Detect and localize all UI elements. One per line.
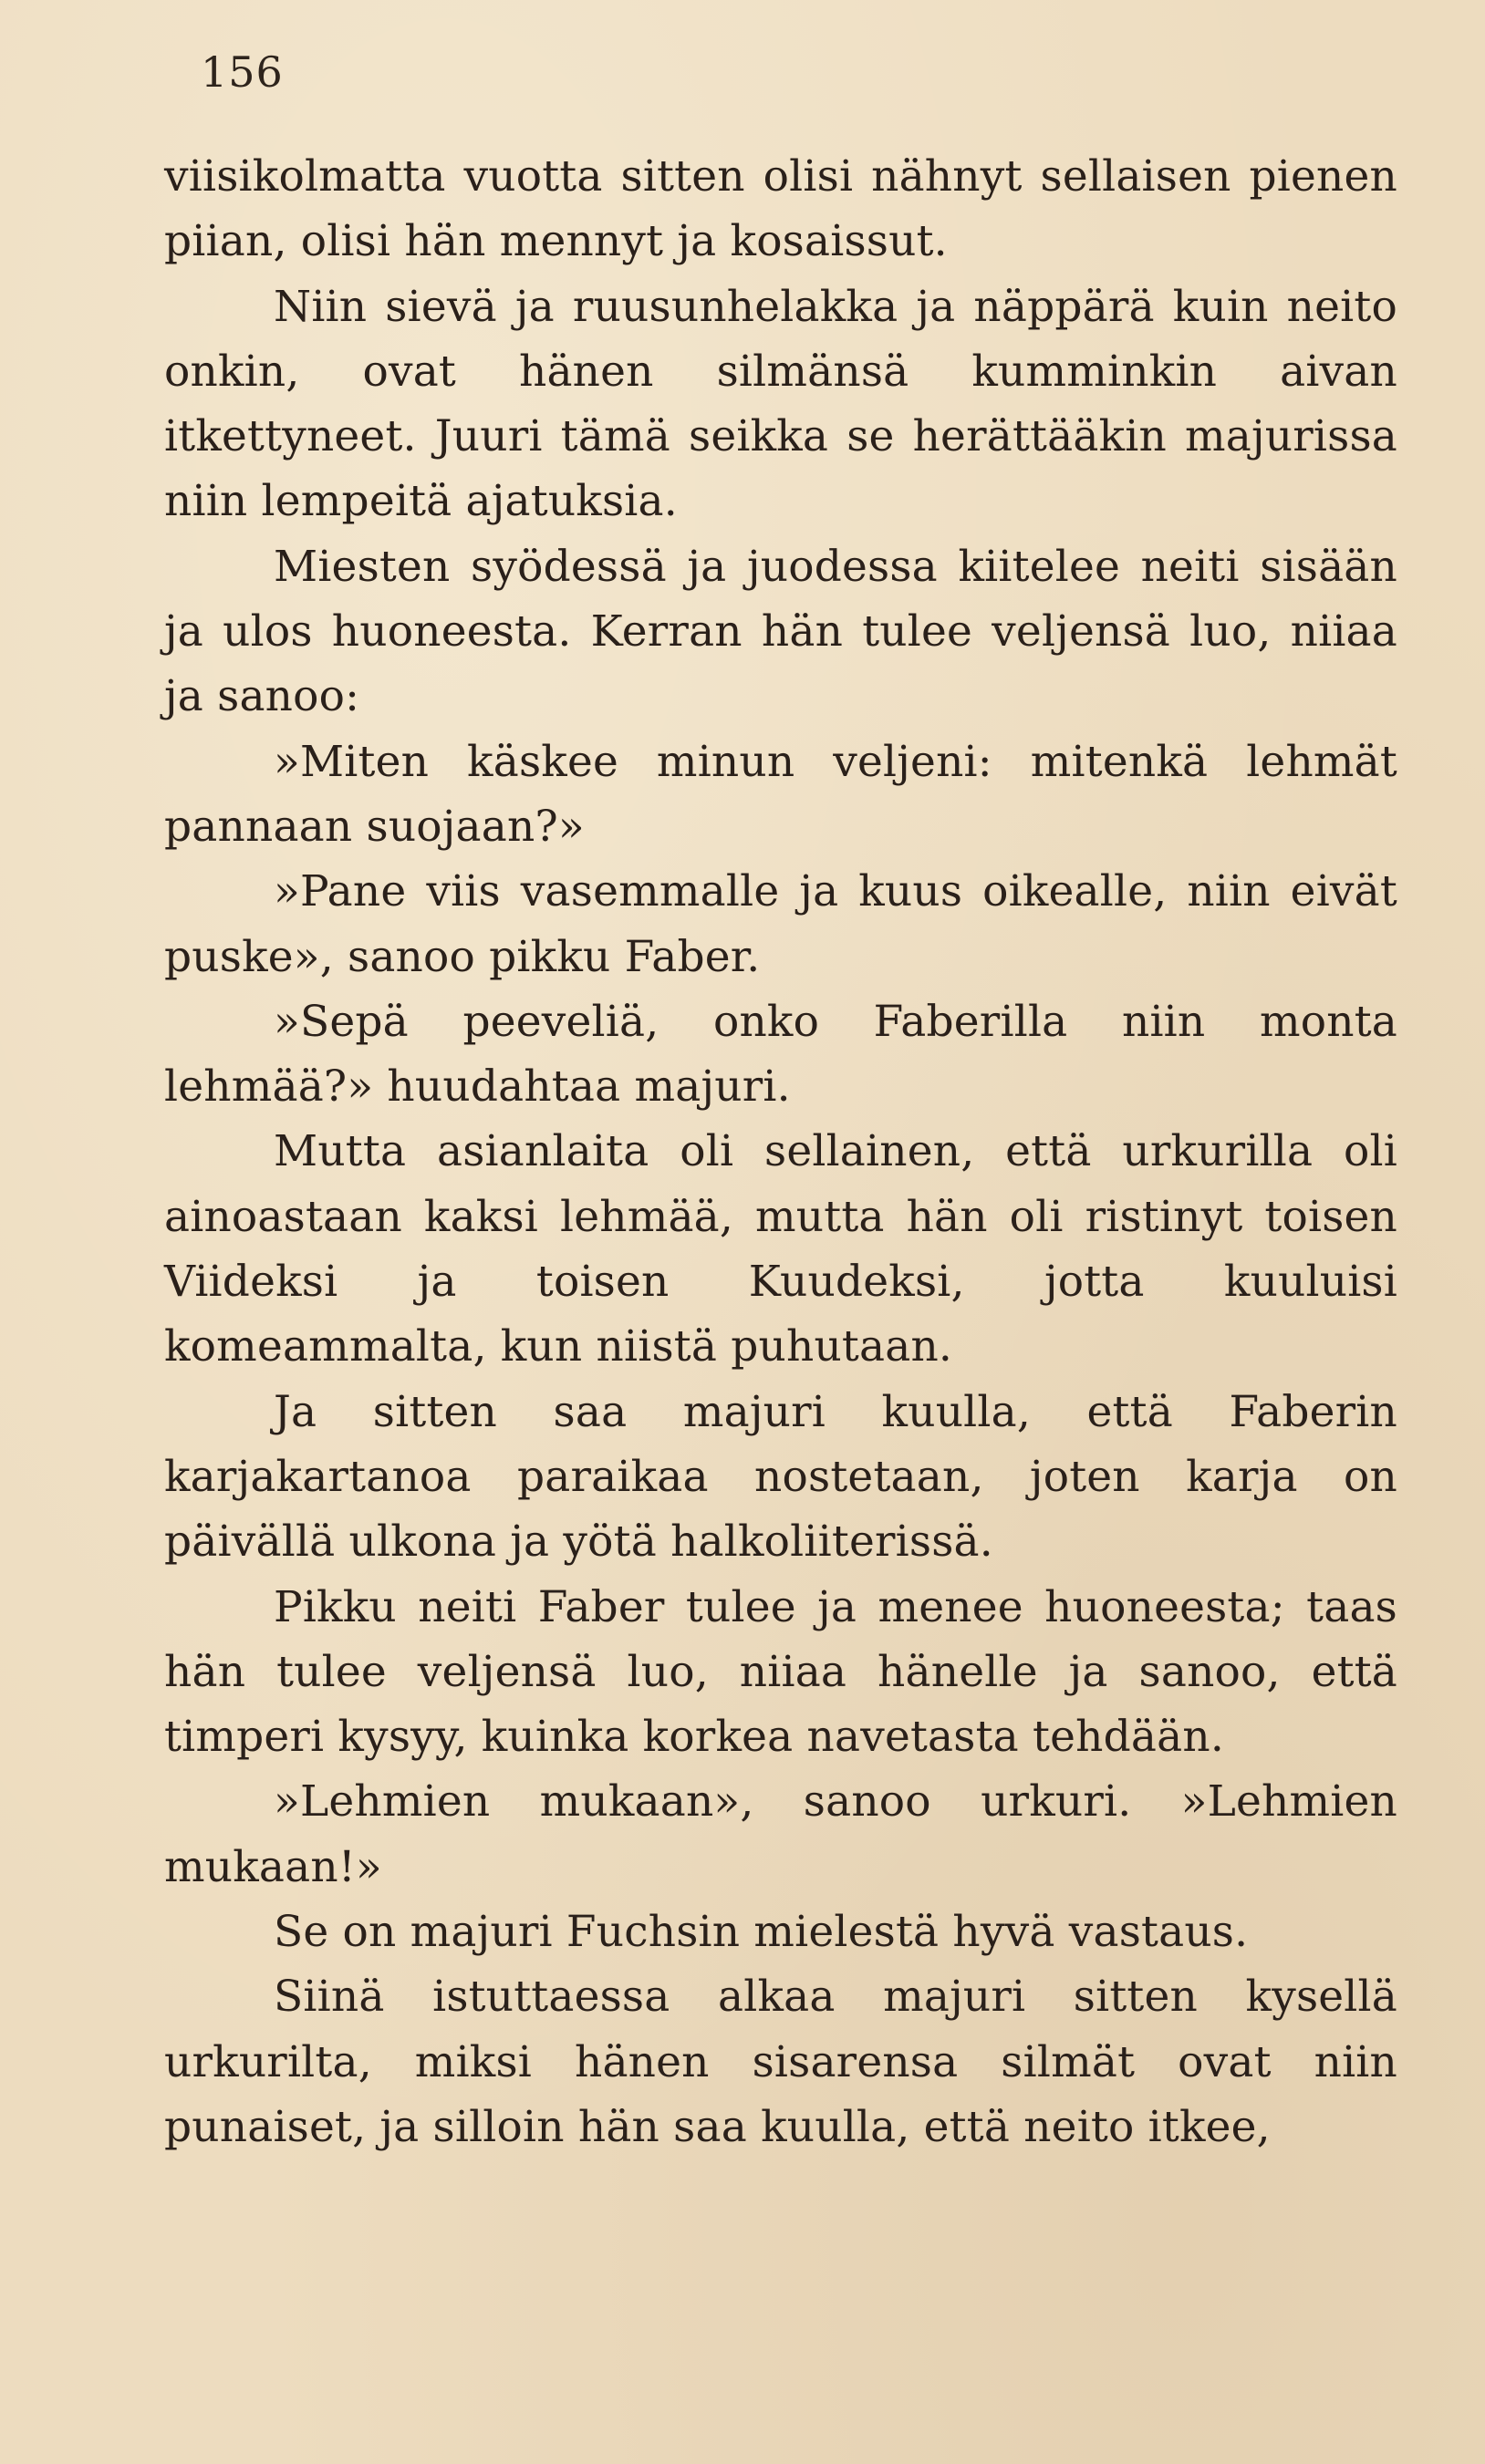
paragraph: Ja sitten saa majuri kuulla, että Faberin karjakartanoa paraikaa nostetaan, joten karja on päivällä ulkona ja yötä halkoliiterissä. xyxy=(164,1386,1397,1568)
paragraph: »Sepä peeveliä, onko Faberilla niin monta lehmää?» huudahtaa majuri. xyxy=(164,996,1397,1113)
paragraph: Siinä istuttaessa alkaa majuri sitten kysellä urkurilta, miksi hänen sisarensa silmät ovat niin punaiset, ja silloin hän saa kuulla, että neito itkee, xyxy=(164,1972,1397,2152)
paragraph: Miesten syödessä ja juodessa kiitelee neiti sisään ja ulos huoneesta. Kerran hän tulee veljensä luo, niiaa ja sanoo: xyxy=(164,541,1397,722)
paragraph: Se on majuri Fuchsin mielestä hyvä vastaus. xyxy=(274,1907,1249,1958)
paragraph: viisikolmatta vuotta sitten olisi nähnyt sellaisen pienen piian, olisi hän mennyt ja kosaissut. xyxy=(164,151,1397,267)
paragraph: »Miten käskee minun veljeni: mitenkä lehmät pannaan suojaan?» xyxy=(164,736,1397,852)
paragraph: »Pane viis vasemmalle ja kuus oikealle, niin eivät puske», sanoo pikku Faber. xyxy=(164,866,1397,982)
body-text xyxy=(164,144,1397,2159)
paragraph: Pikku neiti Faber tulee ja menee huoneesta; taas hän tulee veljensä luo, niiaa hänelle ja sanoo, että timperi kysyy, kuinka korkea navetasta tehdään. xyxy=(164,1581,1397,1763)
page-number: 156 xyxy=(201,47,284,97)
paragraph: Mutta asianlaita oli sellainen, että urkurilla oli ainoastaan kaksi lehmää, mutta hän oli ristinyt toisen Viideksi ja toisen Kuudeksi, jotta kuuluisi komeammalta, kun niistä puhutaan. xyxy=(164,1126,1397,1372)
paragraph: »Lehmien mukaan», sanoo urkuri. »Lehmien mukaan!» xyxy=(164,1776,1397,1892)
paragraph: Niin sievä ja ruusunhelakka ja näppärä kuin neito onkin, ovat hänen silmänsä kumminkin aivan itkettyneet. Juuri tämä seikka se herättääkin majurissa niin lempeitä ajatuksia. xyxy=(164,281,1397,527)
